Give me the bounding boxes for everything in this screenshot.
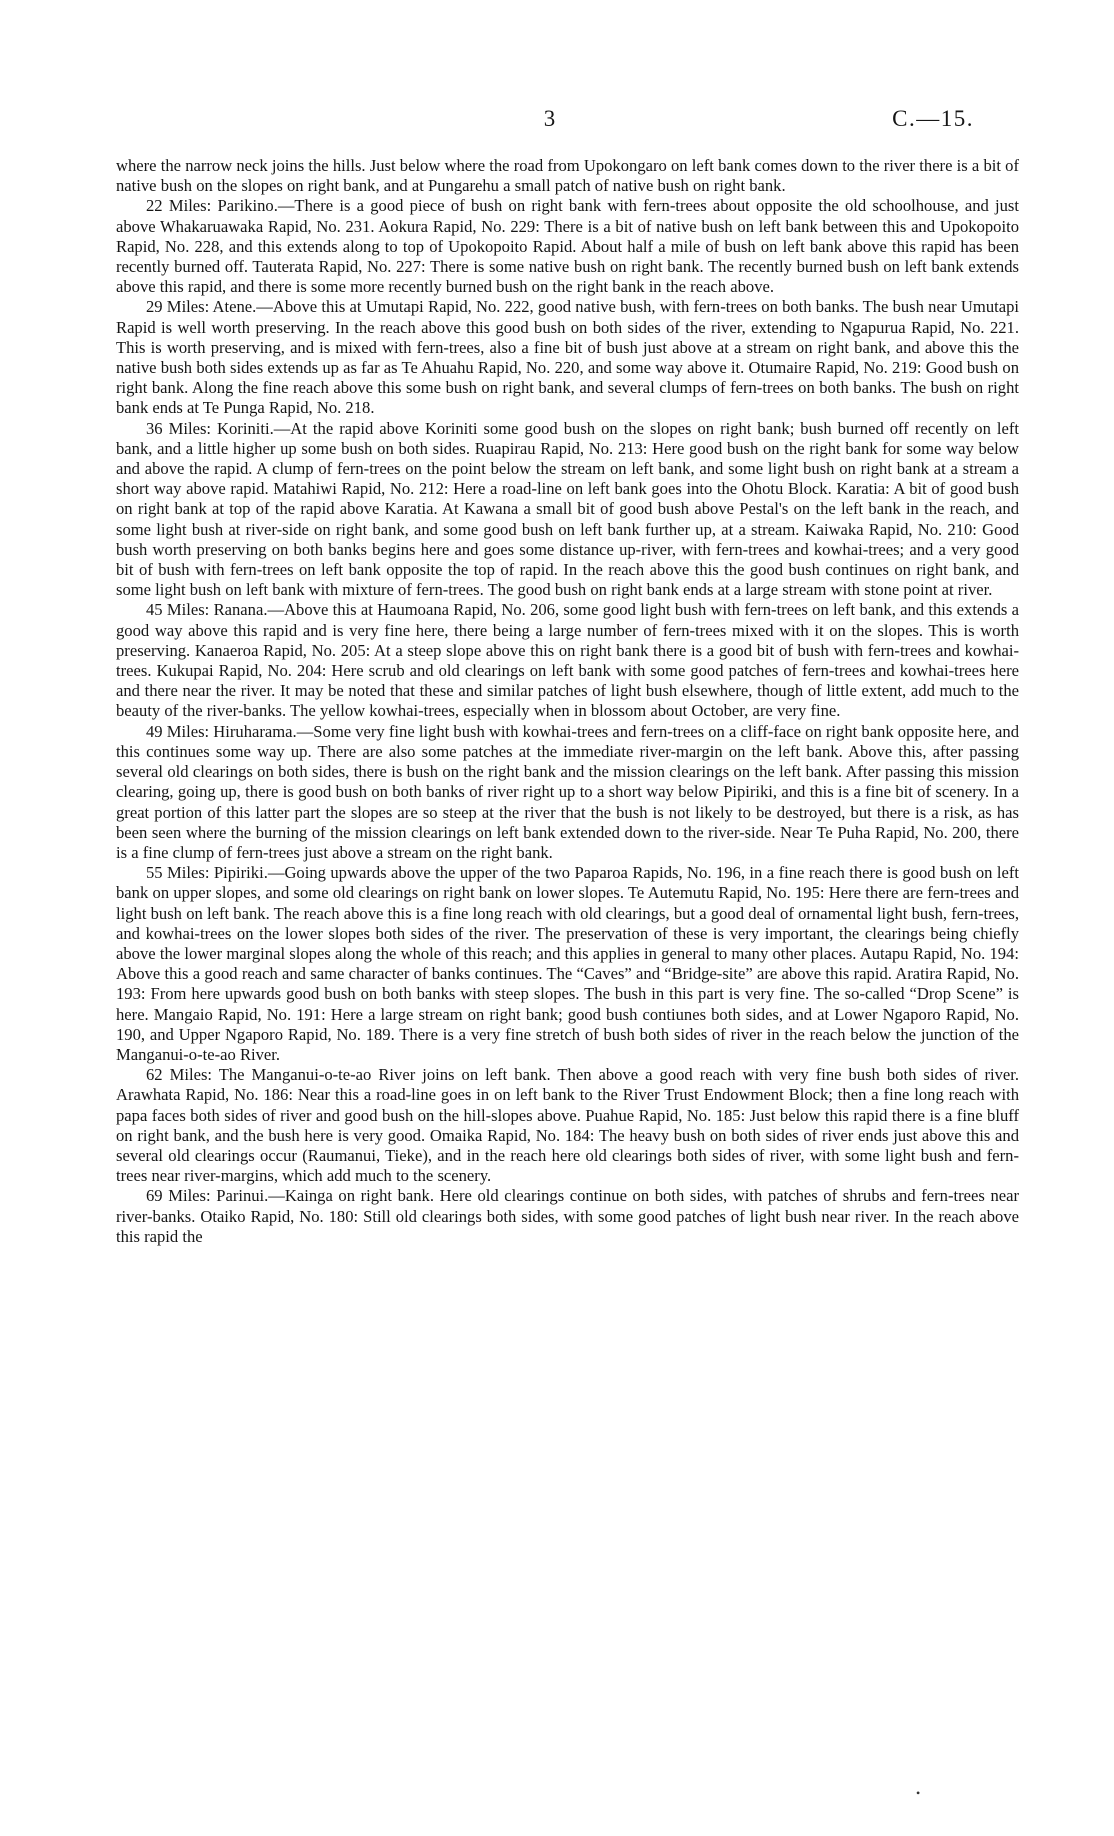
- paragraph-22-miles-parikino: 22 Miles: Parikino.—There is a good piece of bush on right bank with fern-trees about opposite the old schoolhouse, and just above Whakaruawaka Rapid, No. 231. Aokura Rapid, No. 229: There is a bit of native bush on left bank between this and Upokopoito Rapid, No. 228, and this extends along to top of Upokopoito Rapid. About half a mile of bush on left bank above this rapid has been recently burned off. Tauterata Rapid, No. 227: There is some native bush on right bank. The recently burned bush on left bank extends above this rapid, and there is some more recently burned bush on the right bank in the reach above.: [116, 196, 1019, 297]
- paragraph-36-miles-koriniti: 36 Miles: Koriniti.—At the rapid above Koriniti some good bush on the slopes on right bank; bush burned off recently on left bank, and a little higher up some bush on both sides. Ruapirau Rapid, No. 213: Here good bush on the right bank for some way below and above the rapid. A clump of fern-trees on the point below the stream on left bank, and some light bush on right bank at a stream a short way above rapid. Matahiwi Rapid, No. 212: Here a road-line on left bank goes into the Ohotu Block. Karatia: A bit of good bush on right bank at top of the rapid above Karatia. At Kawana a small bit of good bush above Pestal's on the left bank in the reach, and some light bush at river-side on right bank, and some good bush on left bank further up, at a stream. Kaiwaka Rapid, No. 210: Good bush worth preserving on both banks begins here and goes some distance up-river, with fern-trees and kowhai-trees; and a very good bit of bush with fern-trees on left bank opposite the top of rapid. In the reach above this the good bush continues on right bank, and some light bush on left bank with mixture of fern-trees. The good bush on right bank ends at a large stream with stone point at river.: [116, 418, 1019, 600]
- paragraph-45-miles-ranana: 45 Miles: Ranana.—Above this at Haumoana Rapid, No. 206, some good light bush with fern-trees on left bank, and this extends a good way above this rapid and is very fine here, there being a large number of fern-trees mixed with it on the slopes. This is worth preserving. Kanaeroa Rapid, No. 205: At a steep slope above this on right bank there is a good bit of bush with fern-trees and kowhai-trees. Kukupai Rapid, No. 204: Here scrub and old clearings on left bank with some good patches of fern-trees and kowhai-trees here and there near the river. It may be noted that these and similar patches of light bush elsewhere, though of little extent, add much to the beauty of the river-banks. The yellow kowhai-trees, especially when in blossom about October, are very fine.: [116, 600, 1019, 721]
- paragraph-29-miles-atene: 29 Miles: Atene.—Above this at Umutapi Rapid, No. 222, good native bush, with fern-trees on both banks. The bush near Umutapi Rapid is well worth preserving. In the reach above this good bush on both sides of the river, extending to Ngapurua Rapid, No. 221. This is worth preserving, and is mixed with fern-trees, also a fine bit of bush just above at a stream on right bank, and above this the native bush both sides extends up as far as Te Ahuahu Rapid, No. 220, and some way above it. Otumaire Rapid, No. 219: Good bush on right bank. Along the fine reach above this some bush on right bank, and several clumps of fern-trees on both banks. The bush on right bank ends at Te Punga Rapid, No. 218.: [116, 297, 1019, 418]
- paragraph-69-miles-parinui: 69 Miles: Parinui.—Kainga on right bank. Here old clearings continue on both sides, with patches of shrubs and fern-trees near river-banks. Otaiko Rapid, No. 180: Still old clearings both sides, with some good patches of light bush near river. In the reach above this rapid the: [116, 1186, 1019, 1246]
- paper-reference: C.—15.: [892, 106, 974, 131]
- paragraph-62-miles-manganui: 62 Miles: The Manganui-o-te-ao River joins on left bank. Then above a good reach with very fine bush both sides of river. Arawhata Rapid, No. 186: Near this a road-line goes in on left bank to the River Trust Endowment Block; then a fine long reach with papa faces both sides of river and good bush on the hill-slopes above. Puahue Rapid, No. 185: Just below this rapid there is a fine bluff on right bank, and the bush here is very good. Omaika Rapid, No. 184: The heavy bush on both sides of river ends just above this and several old clearings occur (Raumanui, Tieke), and in the reach here old clearings both sides of river, with some light bush and fern-trees near river-margins, which add much to the scenery.: [116, 1065, 1019, 1186]
- body-text: [116, 156, 1019, 1247]
- page-number: 3: [543, 106, 557, 131]
- paragraph-49-miles-hiruharama: 49 Miles: Hiruharama.—Some very fine light bush with kowhai-trees and fern-trees on a cliff-face on right bank opposite here, and this continues some way up. There are also some patches at the immediate river-margin on the left bank. Above this, after passing several old clearings on both sides, there is bush on the right bank and the mission clearings on the left bank. After passing this mission clearing, going up, there is good bush on both banks of river right up to a short way below Pipiriki, and this is a fine bit of scenery. In a great portion of this latter part the slopes are so steep at the river that the bush is not likely to be destroyed, but there is a risk, as has been seen where the burning of the mission clearings on left bank extended down to the river-side. Near Te Puha Rapid, No. 200, there is a fine clump of fern-trees just above a stream on the right bank.: [116, 721, 1019, 862]
- paragraph-continued: where the narrow neck joins the hills. Just below where the road from Upokongaro on left bank comes down to the river there is a bit of native bush on the slopes on right bank, and at Pungarehu a small patch of native bush on right bank.: [116, 156, 1019, 196]
- stray-mark: •: [916, 1786, 921, 1800]
- paragraph-55-miles-pipiriki: 55 Miles: Pipiriki.—Going upwards above the upper of the two Paparoa Rapids, No. 196, in a fine reach there is good bush on left bank on upper slopes, and some old clearings on right bank on lower slopes. Te Autemutu Rapid, No. 195: Here there are fern-trees and light bush on left bank. The reach above this is a fine long reach with old clearings, but a good deal of ornamental light bush, fern-trees, and kowhai-trees on the lower slopes both sides of the river. The preservation of these is very important, the clearings being chiefly above the lower marginal slopes along the whole of this reach; and this applies in general to many other places. Autapu Rapid, No. 194: Above this a good reach and same character of banks continues. The “Caves” and “Bridge-site” are above this rapid. Aratira Rapid, No. 193: From here upwards good bush on both banks with steep slopes. The bush in this part is very fine. The so-called “Drop Scene” is here. Mangaio Rapid, No. 191: Here a large stream on right bank; good bush contiunes both sides, and at Lower Ngaporo Rapid, No. 190, and Upper Ngaporo Rapid, No. 189. There is a very fine stretch of bush both sides of river in the reach below the junction of the Manganui-o-te-ao River.: [116, 863, 1019, 1064]
